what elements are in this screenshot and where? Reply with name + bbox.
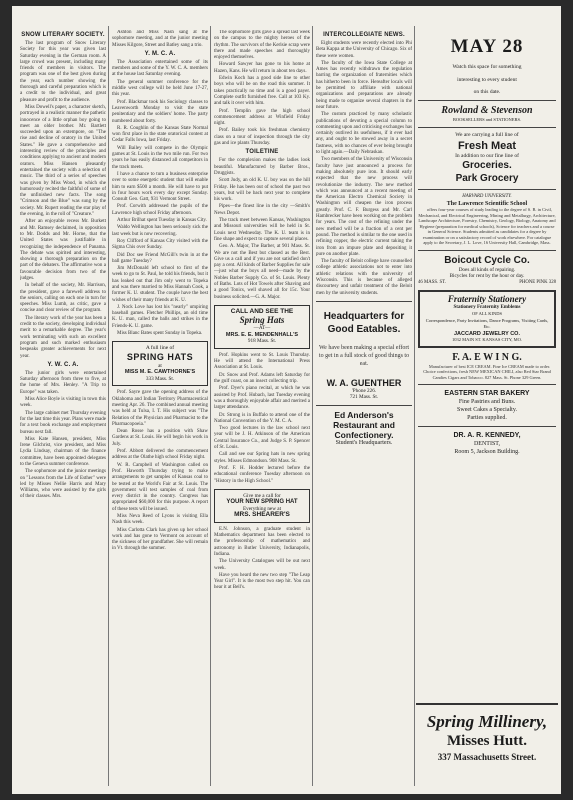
article-paragraph: Have you heard the new two step "The Leap Year Girl". It is the most two step hit. You can hear it at Bell's.	[214, 572, 310, 591]
article-paragraph: The general summer conference for the middle west college will be held June 17-27, this year.	[112, 79, 208, 98]
ad-text: offers four-year courses of study leading to the degree of S. B. in Civil, Mechanical, and Electrical Engineering, Mining and Metallurgy, Architecture, Landscape Architecture, Forestry, Chemistry, Geology, Biology, Anatomy and Hygiene (preparation for medical schools), Science for teachers and a course in General Science. Students admitted as candidates for a degree by examination or on a satisfactory record of work elsewhere. For catalogue apply to the Secretary, J. L. Love, 16 University Hall, Cambridge, Mass.	[418, 207, 556, 245]
column-rule	[414, 26, 415, 786]
section-heading: SNOW LITERARY SOCIETY.	[21, 32, 105, 38]
ad-line: Fine Pastries and Buns.	[458, 399, 516, 405]
article-paragraph: The faculty of the Iowa State College at Ames has recently withdrawn the regulation barring the organization of fraternities which has hitherto been in force. Hereafter locals will be permitted to affiliate with national organizations and preparations are already being made to organize several chapters in the near future.	[316, 60, 412, 110]
ad-shop-name: Misses Hutt.	[447, 733, 527, 749]
article-paragraph: Prof. Bailey took his freshman chemistry class on a tour of inspection through the city gas and ice plants Thursday.	[214, 128, 310, 147]
article-paragraph: Prof. Abbott delivered the commencement address at the Olathe high school Friday night.	[112, 449, 208, 461]
ad-text: We have been making a special effort to get in a full stock of good things to eat.	[318, 344, 410, 367]
ad-address: 333 Mass. St.	[145, 375, 175, 382]
article-paragraph: Prof. Templin gave the high school commencement address at Winfield Friday night.	[214, 108, 310, 127]
ad-line: CALL AND SEE THE	[230, 307, 294, 315]
ad-headline: Fresh Meat	[457, 139, 517, 152]
article-paragraph: Ashton and Miss Nash sang at the sophomore meeting, and at the junior meeting Misses Kilgore, Street and Batley sang a trio.	[112, 30, 208, 48]
article-paragraph: W. R. Campbell of Washington called on Prof. Haworth Thursday trying to make arrangements to get samples of Kansas coal to be tested at the World's Fair at St. Louis. The government will test samples of coal from every district in the country. Congress has appropriated $60,000 for this purpose. A report of these tests will be issued.	[112, 462, 208, 512]
article-paragraph: Geo. A. Major, The Barber, at 901 Mass. St. We are not the Best but classed as the Best. Give us a call and if you are not satisfied don't pay a cent. All kinds of Barber Supplies for sale—just what the boys all need—made by the Nobles Barber Supply Co. of St. Louis. Plenty of Baths. Lots of Hot Towels after Shaving and a good Tonics, well shaved all for 15c. Your business solicited.—G. A. Major.	[214, 244, 310, 300]
column-1	[20, 30, 106, 790]
article-paragraph: Miss Neva Reed of Lyons is visiting Ella Nash this week.	[112, 514, 208, 526]
article-paragraph: The sophomore and the junior meetings on "Lessons from the Life of Esther" were led by Misses Nellie Harris and Mary Williams, who were assisted by the girls of their classes. Mrs.	[20, 469, 106, 500]
ad-line: Give me a call for	[243, 492, 281, 499]
ad-shop-name: JACCARD JEWELRY CO.	[453, 330, 520, 337]
ad-text: Manufacturer of best ICE CREAM. Fine Ice CREAM made to order. Choice confections, fresh NEW MEXICAN CHILI, also Red Star Brand Candies Cigars and Tobacco. 827 Mass. St. Phone 329 Green.	[423, 363, 551, 380]
ad-phone: 'Phone 226.	[351, 387, 377, 394]
ad-line: A full line of	[145, 345, 175, 352]
date-headline: MAY 28	[450, 36, 524, 57]
ad-headline: Fraternity Stationery	[447, 293, 527, 304]
ad-line: Correspondence, Party Invitations, Dance Programs, Visiting Cards, Etc.	[425, 317, 549, 329]
article-paragraph: Pipes—the finest line in the city —Smith's News Depot.	[214, 204, 310, 216]
ad-address: 46 MASS. ST.	[418, 279, 446, 285]
ad-footer-row	[418, 280, 556, 286]
article-paragraph: Call and see our Spring hats in new spring styles. Misses Edmondson. 908 Mass. St.	[214, 452, 310, 464]
article-paragraph: The junior girls were entertained Saturday afternoon from three to five, at the home of Mrs. Henley. "A Trip to Europe" was taken.	[20, 370, 106, 395]
ad-line: at	[158, 362, 162, 369]
ad-shop-name: W. A. GUENTHER	[326, 377, 402, 388]
article-paragraph: The track meet between Kansas, Washington and Missouri universities will be held in St. Louis next Wednesday. The K. U. team is in fine shape and expect to capture several places.	[214, 218, 310, 242]
ad-address: 1032 MAIN ST. KANSAS CITY, MO.	[451, 337, 523, 342]
article-paragraph: The University Catalogues will be out next week.	[214, 559, 310, 571]
divider	[418, 127, 556, 128]
ad-address: 337 Massachusetts Street.	[437, 752, 537, 762]
ad-headline: EASTERN STAR BAKERY	[444, 390, 530, 397]
article-paragraph: For the complexion makes the ladies look beautiful. Manufactured by Barber Bros., Druggists.	[214, 158, 310, 176]
article-paragraph: Prof. Corwith addressed the pupils of the Lawrence high school Friday afternoon.	[112, 204, 208, 216]
article-paragraph: Two members of the University of Wisconsin faculty have just announced a process for making absolutely pure iron. It should early expected that the new process will revolutionize the industry. The new method which was announced at a recent meeting of the American Electro Chemical Society in Washington will cheapen the iron process greatly. Prof. C. F. Burgess and Mr. Carl Hambrecker have been working on the problem for years. The cost of the refining under the new method will be a fraction of a cent per pound. The method is similar to the one used in refining copper, the electric current taking the iron from an impure plate and depositing it pure on another plate.	[316, 157, 412, 257]
ad-headline: Spring Hats	[239, 315, 285, 326]
ad-line: In addition to our fine line of	[455, 152, 519, 159]
ad-line: on this date.	[473, 89, 501, 95]
article-paragraph: Dr. Strong is in Buffalo to attend one of the National Convention of the Y. M. C. A.	[214, 412, 310, 424]
article-paragraph: Prof. F. H. Hodder lectured before the educational conference Tuesday afternoon on "History in the High School."	[214, 465, 310, 484]
ad-headline: Restaurant and	[333, 419, 395, 430]
article-paragraph: The faculty of Beloit college have counselled college athletic associations not to enter into athletic relations with the university of Wisconsin. This is because of alleged discourtesy and unfair treatment of the Beloit men by the university students.	[316, 259, 412, 296]
article-paragraph: Dr. Snow and Prof. Adams left Saturday for the gulf coast, on an insect collecting trip.	[214, 372, 310, 385]
section-heading: TOILETINE	[245, 149, 279, 156]
article-paragraph: Miss Kate Hansen, president, Miss Irene Gilchrist, vice president, and Miss Lydia Lindsay, chairman of the finance committee, have been appointed delegates to the Geneva summer conference.	[20, 436, 106, 467]
divider	[418, 100, 556, 101]
ad-line: Sweet Cakes a Specialty.	[457, 407, 517, 413]
jaccard-ad	[418, 290, 556, 348]
column-5	[418, 30, 556, 700]
article-paragraph: The sophomore girls gave a spread last week on the campus to the mighty heroes of the rhythm. The survivors of the Kerlsie scrap were there and made speeches and thoroughly enjoyed themselves.	[214, 30, 310, 61]
article-paragraph: The custom practiced by many scholastic publications of devoting a special column to commenting upon and criticising exchanges has certainly outlived its usefulness, if it ever had any, and ought to be stowed away in a secret fastness, with no chances of ever being brought to light again.—Daily Nebraskan.	[316, 112, 412, 156]
article-paragraph: Prof. Dyer's piano recital, at which he was assisted by Prof. Hubach, last Tuesday evening was a thoroughly enjoyable affair and merited a larger attendance.	[214, 386, 310, 411]
section-heading: Y. W. C. A.	[47, 361, 79, 368]
ad-line: We are carrying a full line of	[455, 132, 519, 138]
divider	[418, 384, 556, 385]
article-paragraph: After an enjoyable recess Mr. Burkett and Mr. Ramsey declaimed, in opposition to Mr. Dodds and Mr. Horne, that the United States was justifiable in recognizing the independence of Panama. The debate was spirited and interesting, showing a thorough preparation on the part of the debaters. The affirmative won a favourable decision from two of the judges.	[20, 219, 106, 281]
divider	[418, 189, 556, 190]
article-paragraph: Dean Rosse has a position with Shaw Gardens at St. Louis. He will begin his work in July.	[112, 429, 208, 447]
article-paragraph: Scott Judy, an old K. U. boy was on the hill Friday. He has been out of school the past two years, but will be back next year to complete his work.	[214, 178, 310, 203]
ad-line: Parties supplied.	[467, 415, 507, 421]
article-paragraph: Prof. Blackmar took his Sociology classes to Leavenworth Monday to visit the state penitentiary and the soldiers' home. The party numbered about forty.	[112, 99, 208, 124]
ad-line: HARVARD UNIVERSITY.	[462, 194, 512, 199]
divider	[418, 250, 556, 251]
article-paragraph: The last program of Snow Literary Society for this year was given last Saturday evening in the German room. A large crowd was present, including many friends of members in visitors. The program was one of the best given during the year, each number showing the thorough and careful preparation which is a credit to the individual, and great pleasure and profit to the audience.	[20, 41, 106, 103]
article-paragraph: Prof. Hopkins went to St. Louis Thursday. He will attend the International Press Association at St. Louis.	[214, 352, 310, 371]
ad-headline: YOUR NEW SPRING HAT	[226, 499, 298, 506]
article-paragraph: Prof. Sayre gave the opening address of the Oklahoma and Indian Territory Pharmaceutical meeting Apr. 26. The combined annual meeting was held at Tulsa, I. T. His subject was "The Relation of the Physician and Pharmacist to the Pharmacopoeia."	[112, 390, 208, 427]
article-paragraph: The literary work of the year has been a credit to the society, developing individual merit to a remarkable degree. The year's work terminating with such an excellent program and such marked enthusiasm bespeaks greater achievements for next year.	[20, 315, 106, 359]
ad-line: —AT—	[253, 325, 271, 332]
ad-headline: Groceries.	[462, 160, 512, 171]
article-paragraph: Miss Carlotta Clark has given up her school work and has gone to Vermont on account of the sickness of her grandfather. She will remain in Vt. through the summer.	[112, 527, 208, 552]
ad-line: interesting to every student	[457, 76, 517, 83]
ad-line: DENTIST,	[473, 441, 501, 447]
article-paragraph: J. Nock Love has lost his "nearly" umpiring baseball games. Fletcher Phillips, an old time K. U. man, called the balls and strikes in the Friends-K. U. game.	[112, 304, 208, 329]
ad-shop-name: MRS. E. E. MENDENHALL'S	[225, 331, 299, 338]
ad-headline: The Lawrence Scientific School	[446, 200, 528, 207]
article-paragraph: Two good lectures in the law school next year will be J. H. Atkinson of the American Central Insurance Co., and Judge S. P. Spencer of St. Louis.	[214, 426, 310, 451]
newspaper-page	[12, 6, 561, 794]
article-paragraph: Did Doc see Friend McGill's twin in at the ball game Tuesday?	[112, 252, 208, 264]
column-4	[316, 30, 412, 790]
divider	[418, 426, 556, 427]
article-paragraph: Miss Alice Boyle is visiting in town this week.	[20, 397, 106, 409]
article-paragraph: Edwin Koch has a good side line to other boys who will be on the road this summer. It takes practically no time and is a good payer. Complete outfit furnished free. Call at 103 Ky. and talk it over with him.	[214, 76, 310, 107]
hat-ad	[112, 341, 208, 386]
column-rule	[312, 26, 313, 786]
divider	[316, 405, 412, 406]
column-rule	[210, 26, 211, 786]
ad-line: Student's Headquarters.	[335, 439, 393, 446]
hat-ad	[214, 305, 310, 349]
ad-shop-name: MRS. SHEARER'S	[234, 511, 290, 519]
ad-address: 721 Mass. St.	[349, 394, 379, 401]
article-paragraph: Jim McDonald left school to first of the week to go to St. Paul, he told his friends, but it has leaked out that Jim only went to Topeka and was there married to Miss Hannah Cook, a former K. U. student. The couple have the best wishes of their many friends at K. U.	[112, 266, 208, 303]
ad-line: Bicycles for rent by the hour or day.	[449, 273, 525, 279]
ad-shop-name: MISS M. E. CAWTHORNE'S	[124, 369, 196, 376]
ad-headline: Confectionery.	[334, 429, 394, 440]
ad-headline: Spring Millinery,	[426, 712, 548, 731]
article-paragraph: The large cabinet met Thursday evening for the last time this year. Plans were made for a text book exchange and employment bureau next fall.	[20, 410, 106, 435]
column-3	[214, 30, 310, 790]
ad-address: 918 Mass. St.	[247, 338, 277, 345]
article-paragraph: Miss Blanc Bates spent Sunday in Topeka.	[117, 331, 203, 337]
ad-phone: PHONE PINK 328	[519, 279, 556, 285]
ad-line: BOOKSELLERS and STATIONERS.	[452, 116, 522, 122]
article-paragraph: Eight students were recently elected into Phi Beta Kappa at the University of Chicago. Six of these were women.	[316, 41, 412, 59]
ad-headline: Ed Anderson's	[334, 409, 394, 420]
ad-line: Watch this space for something	[452, 64, 522, 70]
section-heading: Y. M. C. A.	[144, 50, 176, 57]
column-2	[112, 30, 208, 790]
article-paragraph: The Association entertained some of its members and some of the Y. W. C. A. members at the house last Saturday evening.	[112, 59, 208, 78]
article-paragraph: I have a chance to turn a business enterprise over to some energetic student that will enable him to earn $500 a month. He will have to put in four hours work every day except Sunday. Consult Geo. Gatt, 931 Vermont Street.	[112, 171, 208, 203]
ad-headline: F. A. E W I N G.	[452, 351, 522, 363]
ad-address: Room 5, Jackson Building.	[454, 449, 520, 455]
ad-shop-name: Park Grocery	[455, 173, 519, 184]
ad-line: Does all kinds of repairing.	[458, 266, 516, 273]
ad-headline: SPRING HATS	[126, 351, 194, 362]
article-paragraph: Roy Clifford of Kansas City visited with the Sigma Chis over Sunday.	[112, 238, 208, 251]
ad-line: Everything new at	[242, 505, 282, 512]
ad-headline: Boicout Cycle Co.	[444, 254, 530, 266]
divider	[316, 301, 412, 302]
ad-headline: Rowland & Stevenson	[441, 104, 533, 116]
article-paragraph: Arthur Brilhat spent Tuesday in Kansas City.	[117, 218, 207, 224]
section-heading: INTERCOLLEGIATE NEWS.	[323, 32, 405, 38]
ad-headline: DR. A. R. KENNEDY,	[453, 432, 521, 439]
ad-headline: Headquarters for	[323, 310, 405, 322]
millinery-ad	[416, 703, 558, 789]
article-paragraph: Miss Dowell's paper, a character sketch, portrayed in a realistic manner the pathetic innocence of a little orphan boy going to meet an older brother. Mr. Bartlett succeeded upon an extempore, on "The rise and decline of oratory in the United States." He gave a comprehensive and interesting review of the principles and conditions applying to ancient and modern orators. Miss Hansen pleasantly entertained the society with a selection of music. The third of a series of speeches was given by Miss Wood, in which she humorously recited the faithful of some of the unfinished new facts. The song "Crimson and the Blue" was sung by the society. Mr. Rupert reading the star play of the evening, in the roll of "Creature."	[20, 104, 106, 218]
column-rule	[108, 26, 109, 786]
article-paragraph: Waldo Wellington has been seriously sick the last week but is now recovering.	[112, 225, 208, 237]
article-paragraph: Will Bailey will compete in the Olympic games at St. Louis in the two mile run. For two years he has easily distanced all competitors in the track meets.	[112, 145, 208, 170]
article-paragraph: Howard Sawyer has gone to his home at Hazen, Kans. He will return in about ten days.	[214, 62, 310, 74]
hat-ad	[214, 489, 310, 523]
article-paragraph: In behalf of the society, Mr. Harrison, the president, gave a farewell address to the seniors, calling on each one in turn for speeches. Miss Lumb, as critic, gave a concise and clear review of the program.	[20, 283, 106, 314]
article-paragraph: E.N. Johnson, a graduate student in Mathematics department has been elected to the professorship of mathematics and astronomy in Butler University, Indianapolis, Indiana.	[214, 526, 310, 557]
ad-line: OF ALL KINDS	[471, 311, 503, 316]
ad-headline: Good Eatables.	[327, 323, 401, 335]
ad-line: Stationery Fraternity Emblems	[453, 304, 521, 310]
article-paragraph: R. R. Coughlin of the Kansas State Normal won first place in the state oratorical contest at Cedar Falls Iowa, last Friday.	[112, 125, 208, 144]
